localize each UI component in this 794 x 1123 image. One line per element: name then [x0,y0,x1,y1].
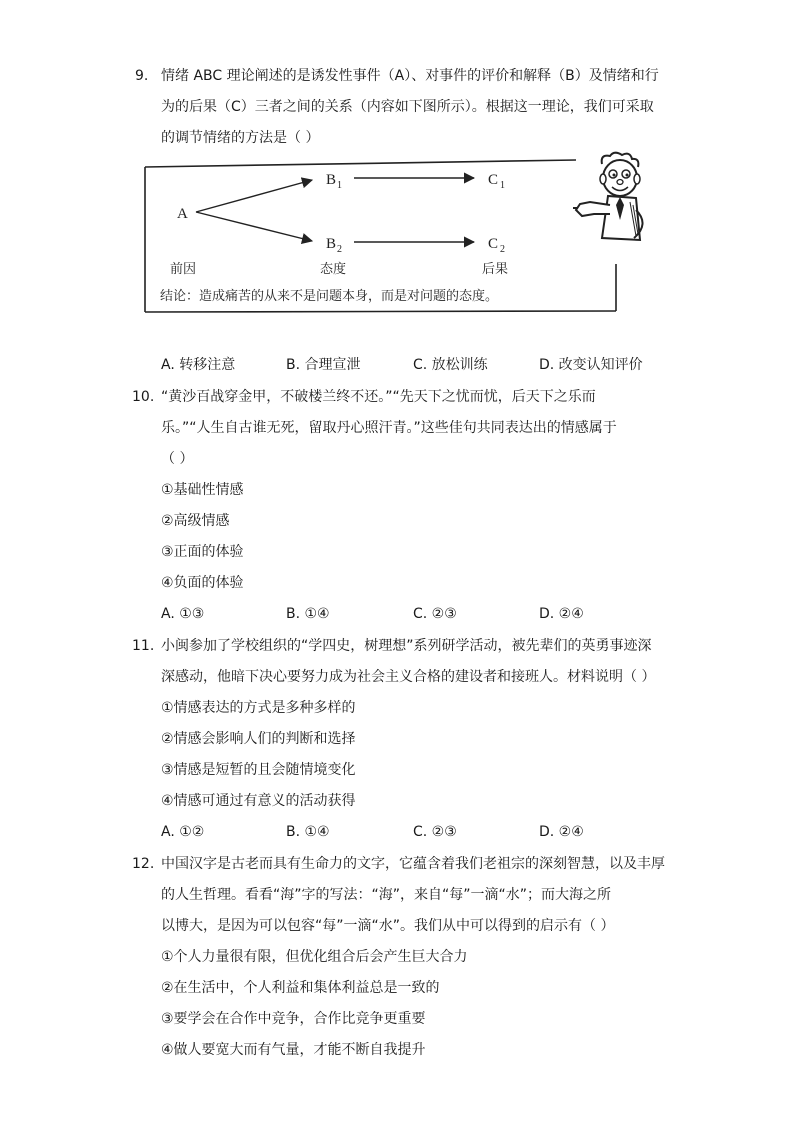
q11-option-b[interactable]: B. ①④ [286,824,330,840]
q11-item-2: ②情感会影响人们的判断和选择 [161,731,356,747]
q11-stem-line-1: 小闽参加了学校组织的“学四史，树理想”系列研学活动，被先辈们的英勇事迹深 [161,638,652,654]
q10-option-c[interactable]: C. ②③ [413,606,457,622]
q10-stem-line-1: “黄沙百战穿金甲，不破楼兰终不还。”“先天下之忧而忧，后天下之乐而 [161,389,596,405]
q9-stem-line-3: 的调节情绪的方法是（ ） [161,130,320,146]
diagram-conclusion: 结论：造成痛苦的从来不是问题本身，而是对问题的态度。 [160,289,499,304]
q9-option-d[interactable]: D. 改变认知评价 [539,357,643,373]
q10-stem-line-2: 乐。”“人生自古谁无死，留取丹心照汗青。”这些佳句共同表达出的情感属于 [161,420,617,436]
diagram-frame-top [145,160,576,167]
q9-stem-line-2: 为的后果（C）三者之间的关系（内容如下图所示）。根据这一理论，我们可采取 [161,99,654,115]
q12-item-3: ③要学会在合作中竞争，合作比竞争更重要 [161,1011,426,1027]
label-cause: 前因 [170,262,197,277]
arrow-a-b1 [196,180,312,212]
q12-stem-line-2: 的人生哲理。看看“海”字的写法：“海”，来自“每”一滴“水”；而大海之所 [161,887,612,903]
node-a: A [177,206,188,222]
label-attitude: 态度 [320,262,347,277]
q10-option-d[interactable]: D. ②④ [539,606,584,622]
q11-option-d[interactable]: D. ②④ [539,824,584,840]
q12-item-1: ①个人力量很有限，但优化组合后会产生巨大合力 [161,949,468,965]
q10-stem-line-3: （ ） [161,451,194,467]
q10-item-1: ①基础性情感 [161,482,244,498]
q11-item-1: ①情感表达的方式是多种多样的 [161,700,356,716]
q11-number: 11. [132,638,155,654]
q12-number: 12. [132,856,155,872]
node-b1-subscript: 1 [337,180,342,191]
q12-item-4: ④做人要宽大而有气量，才能不断自我提升 [161,1042,426,1058]
q9-option-b[interactable]: B. 合理宣泄 [286,357,361,373]
diagram-frame-bottom [145,311,616,312]
q10-option-b[interactable]: B. ①④ [286,606,330,622]
q10-item-4: ④负面的体验 [161,575,244,591]
q10-option-a[interactable]: A. ①③ [161,606,205,622]
node-b1: B [326,172,337,188]
arrow-a-b2 [196,212,312,241]
q11-item-3: ③情感是短暂的且会随情境变化 [161,762,356,778]
q12-item-2: ②在生活中，个人利益和集体利益总是一致的 [161,980,440,996]
q11-option-c[interactable]: C. ②③ [413,824,457,840]
node-c1: C [488,172,499,188]
node-b2-subscript: 2 [337,244,342,255]
q12-stem-line-1: 中国汉字是古老而具有生命力的文字，它蕴含着我们老祖宗的深刻智慧，以及丰厚 [161,856,665,872]
node-c2-subscript: 2 [500,244,505,255]
q11-stem-line-2: 深感动，他暗下决心要努力成为社会主义合格的建设者和接班人。材料说明（ ） [161,669,656,685]
q9-option-a[interactable]: A. 转移注意 [161,357,236,373]
q12-stem-line-3: 以博大，是因为可以包容“每”一滴“水”。我们从中可以得到的启示有（ ） [161,918,615,934]
q9-stem-line-1: 情绪 ABC 理论阐述的是诱发性事件（A）、对事件的评价和解释（B）及情绪和行 [161,68,659,84]
q10-number: 10. [132,389,155,405]
q10-item-3: ③正面的体验 [161,544,244,560]
q11-option-a[interactable]: A. ①② [161,824,205,840]
q10-item-2: ②高级情感 [161,513,230,529]
q9-number: 9. [135,68,149,84]
node-c2: C [488,236,499,252]
node-c1-subscript: 1 [500,180,505,191]
q9-option-c[interactable]: C. 放松训练 [413,357,488,373]
q11-item-4: ④情感可通过有意义的活动获得 [161,793,356,809]
label-result: 后果 [482,262,509,277]
pointing-cartoon-illustration [570,150,670,250]
abc-theory-diagram [144,158,624,316]
node-b2: B [326,236,337,252]
